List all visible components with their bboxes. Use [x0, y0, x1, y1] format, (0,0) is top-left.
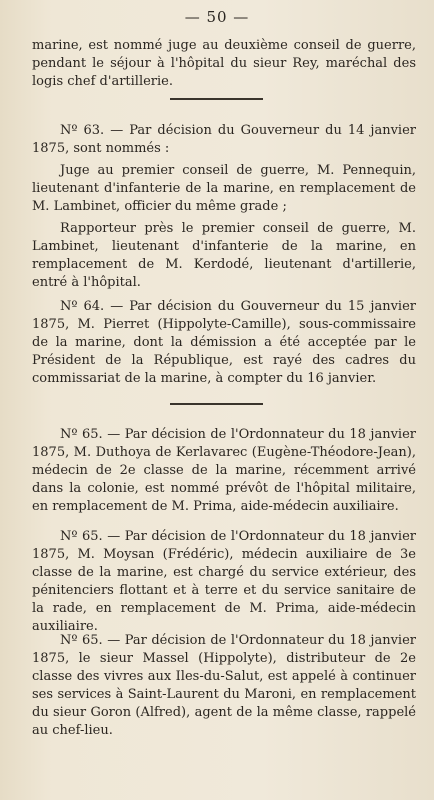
paragraph-text: Nº 65. — Par décision de l'Ordonnateur du 18 janvier 1875, M. Duthoya de Kerlavarec (Eugène-Théodore-Jean), médecin de 2e classe de la marine, récemment arrivé dans la colonie, est nommé prévôt de l'hôpital militaire, en remplacement de M. Prima, aide-médecin auxiliaire.	[32, 427, 416, 514]
section-divider	[170, 403, 263, 405]
decision-65-moysan	[32, 528, 416, 636]
decision-65-duthoya	[32, 426, 416, 516]
decision-63	[32, 122, 416, 292]
paragraph-text: Nº 63. — Par décision du Gouverneur du 14 janvier 1875, sont nommés :	[32, 123, 416, 156]
paragraph-text: Nº 64. — Par décision du Gouverneur du 15 janvier 1875, M. Pierret (Hippolyte-Camille), sous-commissaire de la marine, dont la démission a été acceptée par le Président de la République, est rayé des cadres du commissariat de la marine, à compter du 16 janvier.	[32, 299, 416, 386]
paragraph-text: Rapporteur près le premier conseil de guerre, M. Lambinet, lieutenant d'infanterie de la marine, en remplacement de M. Kerdodé, lieutenant d'artillerie, entré à l'hôpital.	[32, 221, 416, 290]
paragraph-continuation	[32, 37, 416, 91]
paragraph-text: Nº 65. — Par décision de l'Ordonnateur du 18 janvier 1875, le sieur Massel (Hippolyte), distributeur de 2e classe des vivres aux Iles-du-Salut, est appelé à continuer ses services à Saint-Laurent du Maroni, en remplacement du sieur Goron (Alfred), agent de la même classe, rappelé au chef-lieu.	[32, 633, 416, 738]
paragraph-text: marine, est nommé juge au deuxième conseil de guerre, pendant le séjour à l'hôpital du sieur Rey, maréchal des logis chef d'artillerie.	[32, 38, 416, 89]
decision-65-massel	[32, 632, 416, 740]
decision-64	[32, 298, 416, 388]
paragraph-text: Nº 65. — Par décision de l'Ordonnateur du 18 janvier 1875, M. Moysan (Frédéric), médecin auxiliaire de 3e classe de la marine, est chargé du service extérieur, des pénitenciers flottant et à terre et du service sanitaire de la rade, en remplacement de M. Prima, aide-médecin auxiliaire.	[32, 529, 416, 634]
section-divider	[170, 98, 263, 100]
paragraph-text: Juge au premier conseil de guerre, M. Pennequin, lieutenant d'infanterie de la marine, en remplacement de M. Lambinet, officier du même grade ;	[32, 163, 416, 214]
page-number: — 50 —	[184, 8, 250, 26]
